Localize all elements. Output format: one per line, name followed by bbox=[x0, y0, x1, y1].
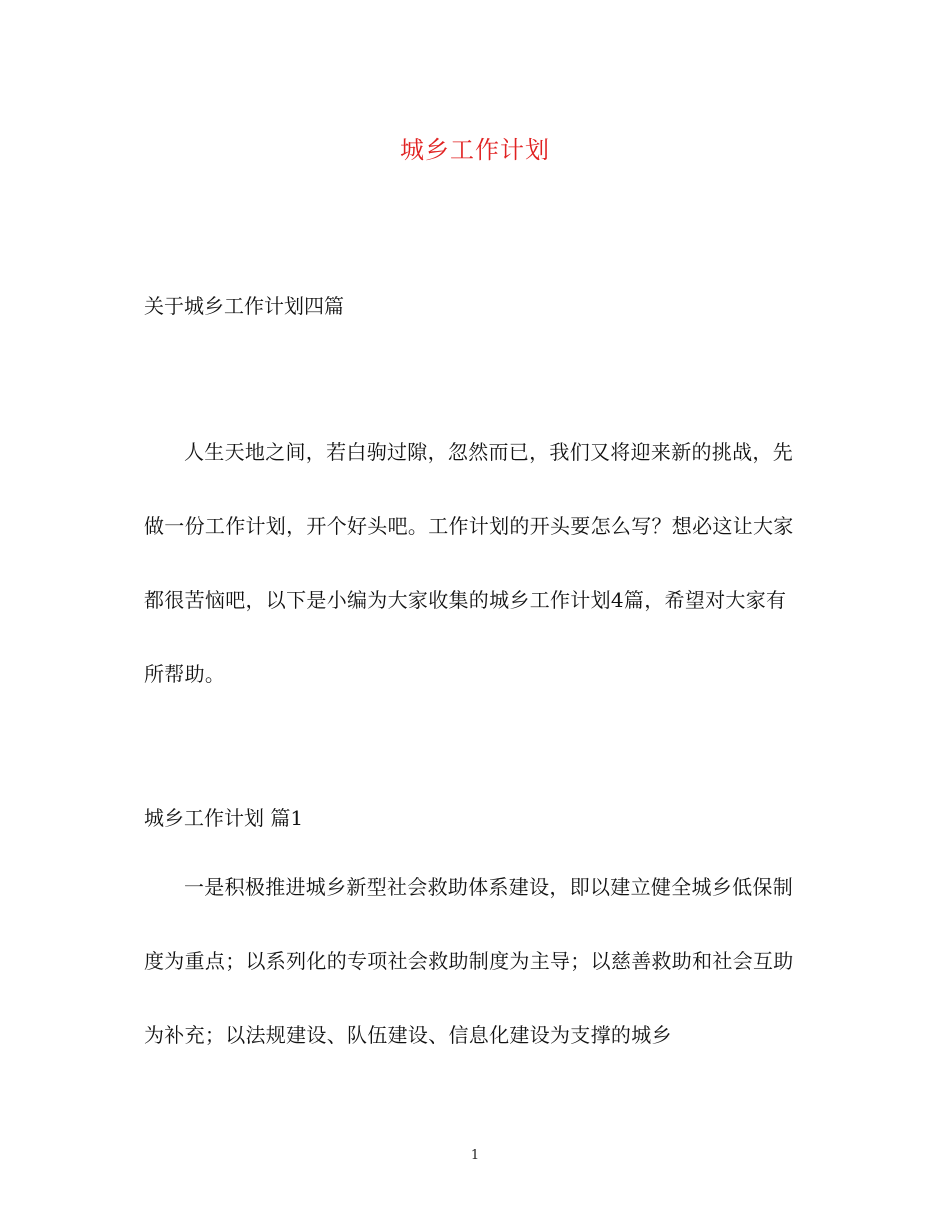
intro-paragraph: 人生天地之间，若白驹过隙，忽然而已，我们又将迎来新的挑战，先做一份工作计划，开个好头吧。工作计划的开头要怎么写？想必这让大家都很苦恼吧，以下是小编为大家收集的城乡工作计划4篇，希望对大家有所帮助。 bbox=[144, 440, 794, 686]
page-number: 1 bbox=[470, 1148, 480, 1163]
section-paragraph: 一是积极推进城乡新型社会救助体系建设，即以建立健全城乡低保制度为重点；以系列化的专项社会救助制度为主导；以慈善救助和社会互助为补充；以法规建设、队伍建设、信息化建设为支撑的城乡 bbox=[144, 875, 794, 1047]
section-heading: 城乡工作计划 篇1 bbox=[144, 806, 304, 830]
document-subtitle: 关于城乡工作计划四篇 bbox=[144, 294, 344, 318]
document-title: 城乡工作计划 bbox=[400, 136, 550, 164]
